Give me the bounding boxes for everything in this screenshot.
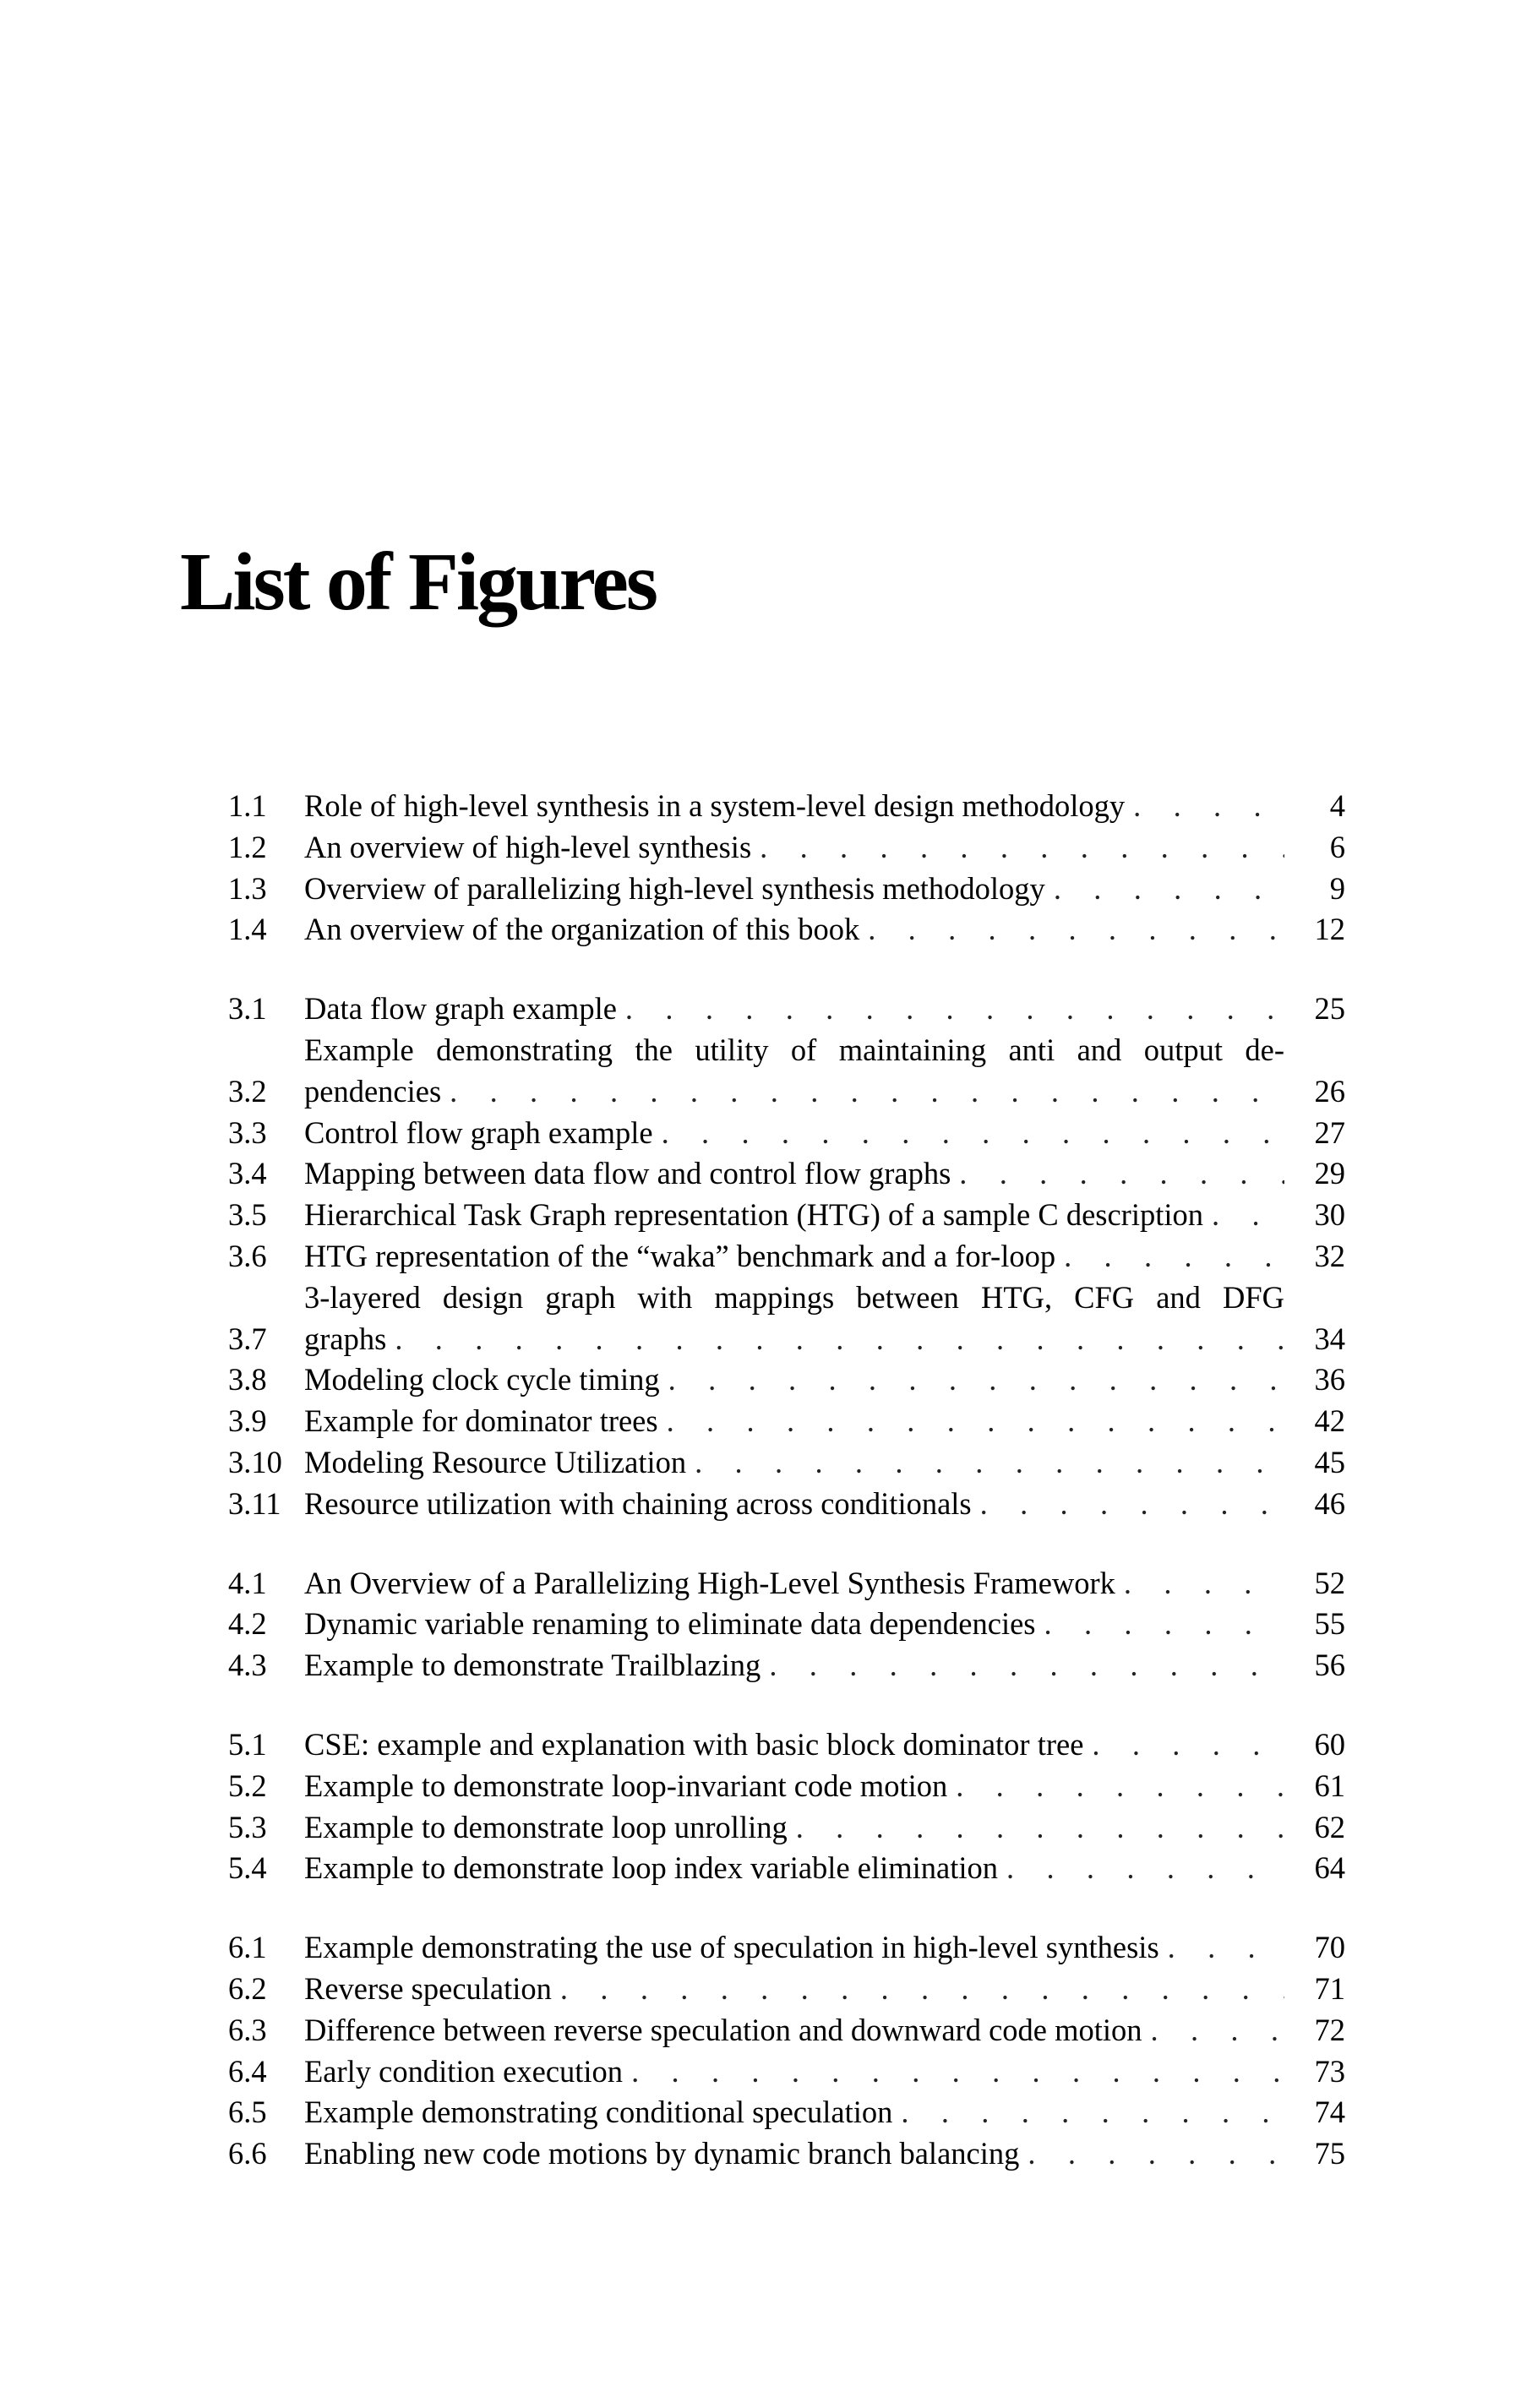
figure-title: HTG representation of the “waka” benchmark and a for-loop xyxy=(304,1238,1056,1273)
page-number: 25 xyxy=(1314,991,1345,1027)
figure-title-block xyxy=(304,1442,1284,1484)
figure-title-block xyxy=(304,1195,1284,1236)
figure-entry-body xyxy=(304,786,1345,827)
figure-entry[interactable] xyxy=(228,1724,1345,1766)
figure-entry-body xyxy=(304,1766,1345,1807)
figure-number: 6.3 xyxy=(228,2012,267,2047)
figure-entry-body xyxy=(304,909,1345,951)
dot-leader xyxy=(1044,1604,1284,1645)
figure-title: Enabling new code motions by dynamic branch balancing xyxy=(304,2136,1020,2171)
figure-title-line2: graphs xyxy=(304,1321,387,1356)
figure-title-block xyxy=(304,2051,1284,2093)
figure-entry[interactable] xyxy=(228,1359,1345,1401)
figure-title-block xyxy=(304,989,1284,1030)
figure-group-ch1 xyxy=(228,786,1345,951)
figure-title-block xyxy=(304,827,1284,869)
figure-number: 3.11 xyxy=(228,1485,281,1521)
dot-leader xyxy=(1168,1927,1284,1969)
figure-number: 5.4 xyxy=(228,1850,267,1886)
page-number: 52 xyxy=(1314,1565,1345,1600)
figure-entry[interactable] xyxy=(228,1645,1345,1686)
dot-leader xyxy=(1151,2010,1284,2051)
figure-list xyxy=(228,786,1345,2175)
figure-title-block xyxy=(304,1724,1284,1766)
figure-title-line2: pendencies xyxy=(304,1073,442,1109)
figure-title-line1: Example demonstrating the utility of maintaining anti and output de- xyxy=(304,1032,1284,1067)
page-number: 56 xyxy=(1314,1648,1345,1683)
dot-leader xyxy=(1133,786,1284,827)
figure-title: Overview of parallelizing high-level synthesis methodology xyxy=(304,870,1045,906)
figure-title-block xyxy=(304,1030,1284,1113)
dot-leader xyxy=(695,1442,1284,1484)
figure-title: Mapping between data flow and control flow graphs xyxy=(304,1156,951,1191)
figure-number: 5.1 xyxy=(228,1726,267,1762)
figure-title: Example to demonstrate loop index variable elimination xyxy=(304,1850,999,1886)
figure-group-ch6 xyxy=(228,1927,1345,2175)
figure-title-block xyxy=(304,1359,1284,1401)
page-number: 42 xyxy=(1314,1403,1345,1439)
figure-title-block xyxy=(304,1153,1284,1195)
figure-entry[interactable] xyxy=(228,2133,1345,2175)
dot-leader xyxy=(760,827,1284,869)
figure-title: Dynamic variable renaming to eliminate data dependencies xyxy=(304,1606,1036,1642)
figure-entry[interactable] xyxy=(228,2051,1345,2093)
figure-entry[interactable] xyxy=(228,1927,1345,1969)
figure-title-block xyxy=(304,786,1284,827)
figure-title-block xyxy=(304,1563,1284,1604)
figure-entry-body xyxy=(304,1724,1345,1766)
page-number: 55 xyxy=(1314,1606,1345,1642)
figure-entry-body xyxy=(304,989,1345,1030)
figure-entry-body xyxy=(304,1969,1345,2010)
figure-number: 3.3 xyxy=(228,1114,267,1150)
figure-entry-body xyxy=(304,1359,1345,1401)
figure-number: 4.1 xyxy=(228,1565,267,1600)
dot-leader xyxy=(868,909,1284,951)
figure-title-block xyxy=(304,2010,1284,2051)
figure-number: 3.7 xyxy=(228,1321,267,1356)
dot-leader xyxy=(1092,1724,1284,1766)
figure-entry[interactable] xyxy=(228,1030,1345,1113)
figure-title: Reverse speculation xyxy=(304,1970,552,2006)
figure-number: 3.9 xyxy=(228,1403,267,1439)
figure-entry-body xyxy=(304,2051,1345,2093)
figure-title-block xyxy=(304,869,1284,910)
figure-number: 6.4 xyxy=(228,2053,267,2089)
dot-leader xyxy=(796,1807,1284,1849)
figure-entry-body xyxy=(304,1484,1345,1525)
figure-title-block xyxy=(304,909,1284,951)
figure-title: Example to demonstrate Trailblazing xyxy=(304,1648,761,1683)
figure-entry[interactable] xyxy=(228,1969,1345,2010)
page-number: 36 xyxy=(1314,1362,1345,1397)
figure-title-block xyxy=(304,1927,1284,1969)
figure-number: 1.4 xyxy=(228,912,267,947)
figure-number: 1.3 xyxy=(228,870,267,906)
figure-number: 5.3 xyxy=(228,1809,267,1844)
figure-entry-body xyxy=(304,1927,1345,1969)
figure-title-block xyxy=(304,1807,1284,1849)
figure-title-block xyxy=(304,2133,1284,2175)
figure-entry[interactable] xyxy=(228,869,1345,910)
figure-title-block xyxy=(304,1278,1284,1360)
figure-entry-body xyxy=(304,1236,1345,1278)
figure-title-block xyxy=(304,1401,1284,1442)
dot-leader xyxy=(631,2051,1284,2093)
figure-entry-body xyxy=(304,2010,1345,2051)
figure-title: Resource utilization with chaining across conditionals xyxy=(304,1485,972,1521)
figure-title: Example to demonstrate loop unrolling xyxy=(304,1809,788,1844)
figure-number: 6.1 xyxy=(228,1930,267,1965)
figure-title: Role of high-level synthesis in a system-level design methodology xyxy=(304,788,1126,823)
figure-title: Hierarchical Task Graph representation (HTG) of a sample C description xyxy=(304,1197,1204,1233)
page-number: 62 xyxy=(1314,1809,1345,1844)
dot-leader xyxy=(1006,1848,1284,1889)
page-number: 30 xyxy=(1314,1197,1345,1233)
dot-leader xyxy=(901,2092,1284,2133)
dot-leader xyxy=(1054,869,1284,910)
figure-title: An overview of high-level synthesis xyxy=(304,829,752,864)
page-number: 74 xyxy=(1314,2095,1345,2130)
figure-entry-body xyxy=(304,1563,1345,1604)
page-number: 32 xyxy=(1314,1238,1345,1273)
dot-leader xyxy=(668,1359,1284,1401)
figure-title-block xyxy=(304,1484,1284,1525)
figure-entry[interactable] xyxy=(228,1484,1345,1525)
figure-title: Control flow graph example xyxy=(304,1114,653,1150)
figure-entry-body xyxy=(304,1645,1345,1686)
dot-leader xyxy=(980,1484,1284,1525)
figure-entry-body xyxy=(304,1848,1345,1889)
figure-entry[interactable] xyxy=(228,1401,1345,1442)
figure-number: 4.3 xyxy=(228,1648,267,1683)
figure-number: 3.2 xyxy=(228,1073,267,1109)
figure-number: 6.2 xyxy=(228,1970,267,2006)
figure-number: 5.2 xyxy=(228,1768,267,1803)
figure-title: Modeling clock cycle timing xyxy=(304,1362,660,1397)
figure-entry[interactable] xyxy=(228,1766,1345,1807)
figure-title: Modeling Resource Utilization xyxy=(304,1444,687,1479)
figure-entry-body xyxy=(304,869,1345,910)
figure-number: 1.1 xyxy=(228,788,267,823)
figure-title-block xyxy=(304,1236,1284,1278)
figure-number: 3.5 xyxy=(228,1197,267,1233)
dot-leader xyxy=(667,1401,1284,1442)
figure-number: 1.2 xyxy=(228,829,267,864)
figure-entry[interactable] xyxy=(228,1563,1345,1604)
figure-entry[interactable] xyxy=(228,2092,1345,2133)
figure-entry-body xyxy=(304,1195,1345,1236)
figure-number: 3.1 xyxy=(228,991,267,1027)
figure-entry-body xyxy=(304,2133,1345,2175)
figure-entry-body xyxy=(304,2092,1345,2133)
figure-title: Difference between reverse speculation and downward code motion xyxy=(304,2012,1142,2047)
page-number: 61 xyxy=(1314,1768,1345,1803)
figure-title-block xyxy=(304,1604,1284,1645)
figure-title: Example demonstrating conditional speculation xyxy=(304,2095,893,2130)
figure-title-line2-row xyxy=(304,1319,1284,1360)
page-number: 71 xyxy=(1314,1970,1345,2006)
figure-group-ch5 xyxy=(228,1724,1345,1889)
figure-title: Example to demonstrate loop-invariant code motion xyxy=(304,1768,948,1803)
figure-entry[interactable] xyxy=(228,1604,1345,1645)
figure-title: Example demonstrating the use of speculation in high-level synthesis xyxy=(304,1930,1159,1965)
figure-entry-body xyxy=(304,1442,1345,1484)
figure-title-block xyxy=(304,2092,1284,2133)
page-number: 75 xyxy=(1314,2136,1345,2171)
dot-leader xyxy=(662,1113,1284,1154)
figure-title: CSE: example and explanation with basic block dominator tree xyxy=(304,1726,1084,1762)
figure-entry-body xyxy=(304,1113,1345,1154)
figure-entry-body xyxy=(304,1030,1345,1113)
page-number: 6 xyxy=(1329,829,1345,864)
page-number: 4 xyxy=(1329,788,1345,823)
figure-title-block xyxy=(304,1645,1284,1686)
figure-entry[interactable] xyxy=(228,1153,1345,1195)
figure-number: 4.2 xyxy=(228,1606,267,1642)
figure-title: Data flow graph example xyxy=(304,991,617,1027)
figure-entry[interactable] xyxy=(228,1848,1345,1889)
figure-title: An overview of the organization of this book xyxy=(304,912,860,947)
figure-entry[interactable] xyxy=(228,827,1345,869)
dot-leader xyxy=(959,1153,1284,1195)
figure-title-block xyxy=(304,1113,1284,1154)
figure-entry[interactable] xyxy=(228,1113,1345,1154)
dot-leader xyxy=(395,1319,1284,1360)
figure-entry-body xyxy=(304,827,1345,869)
figure-entry[interactable] xyxy=(228,1236,1345,1278)
figure-number: 6.6 xyxy=(228,2136,267,2171)
figure-title-block xyxy=(304,1848,1284,1889)
dot-leader xyxy=(560,1969,1284,2010)
figure-number: 3.6 xyxy=(228,1238,267,1273)
figure-title: Example for dominator trees xyxy=(304,1403,658,1439)
figure-number: 3.8 xyxy=(228,1362,267,1397)
figure-title-block xyxy=(304,1969,1284,2010)
figure-number: 3.4 xyxy=(228,1156,267,1191)
figure-entry-body xyxy=(304,1604,1345,1645)
page-number: 27 xyxy=(1314,1114,1345,1150)
figure-entry[interactable] xyxy=(228,786,1345,827)
figure-entry[interactable] xyxy=(228,1807,1345,1849)
figure-title-block xyxy=(304,1766,1284,1807)
page-number: 72 xyxy=(1314,2012,1345,2047)
figure-title: An Overview of a Parallelizing High-Level Synthesis Framework xyxy=(304,1565,1115,1600)
page-number: 64 xyxy=(1314,1850,1345,1886)
page-number: 29 xyxy=(1314,1156,1345,1191)
figure-entry[interactable] xyxy=(228,909,1345,951)
dot-leader xyxy=(1124,1563,1284,1604)
page-title: List of Figures xyxy=(180,537,656,628)
dot-leader xyxy=(956,1766,1284,1807)
figure-group-ch4 xyxy=(228,1563,1345,1686)
page-number: 70 xyxy=(1314,1930,1345,1965)
page-number: 46 xyxy=(1314,1485,1345,1521)
figure-entry-body xyxy=(304,1401,1345,1442)
page-number: 9 xyxy=(1329,870,1345,906)
page-number: 26 xyxy=(1314,1073,1345,1109)
figure-title-line1: 3-layered design graph with mappings between HTG, CFG and DFG xyxy=(304,1279,1284,1315)
figure-number: 3.10 xyxy=(228,1444,282,1479)
figure-entry[interactable] xyxy=(228,1195,1345,1236)
page-number: 45 xyxy=(1314,1444,1345,1479)
dot-leader xyxy=(1212,1195,1284,1236)
dot-leader xyxy=(1028,2133,1284,2175)
dot-leader xyxy=(625,989,1284,1030)
figure-group-ch3 xyxy=(228,989,1345,1524)
page-number: 73 xyxy=(1314,2053,1345,2089)
figure-entry[interactable] xyxy=(228,989,1345,1030)
figure-title-line2-row xyxy=(304,1071,1284,1113)
figure-entry-body xyxy=(304,1278,1345,1360)
figure-title: Early condition execution xyxy=(304,2053,624,2089)
dot-leader xyxy=(1064,1236,1284,1278)
figure-entry[interactable] xyxy=(228,2010,1345,2051)
figure-entry-body xyxy=(304,1807,1345,1849)
page-number: 60 xyxy=(1314,1726,1345,1762)
figure-number: 6.5 xyxy=(228,2095,267,2130)
page-number: 12 xyxy=(1314,912,1345,947)
figure-entry[interactable] xyxy=(228,1278,1345,1360)
page-number: 34 xyxy=(1314,1321,1345,1356)
dot-leader xyxy=(450,1071,1284,1113)
figure-entry-body xyxy=(304,1153,1345,1195)
dot-leader xyxy=(769,1645,1284,1686)
figure-entry[interactable] xyxy=(228,1442,1345,1484)
